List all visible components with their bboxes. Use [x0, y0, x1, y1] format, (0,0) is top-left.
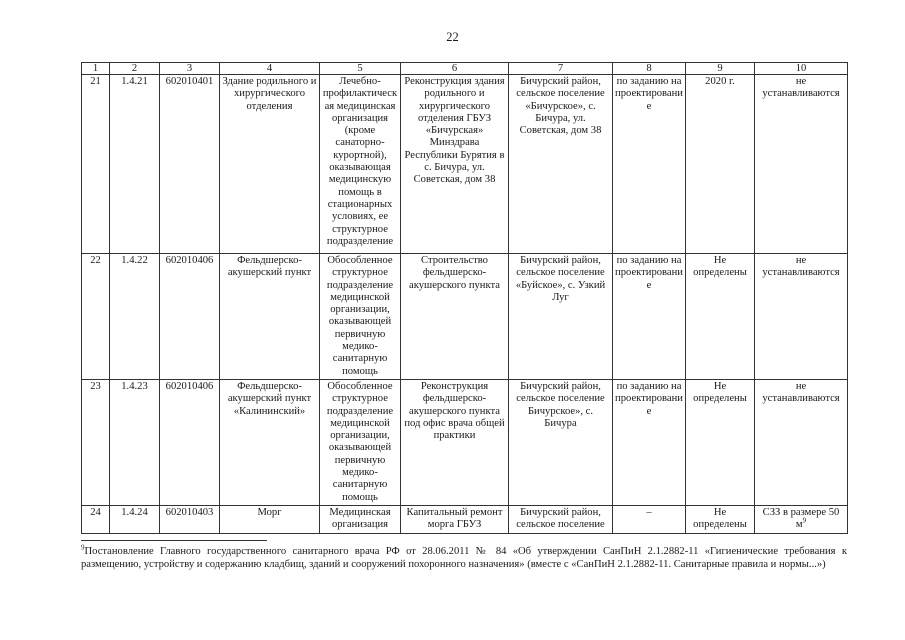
cell-location: Бичурский район, сельское поселение «Бичурское», с. Бичура, ул. Советская, дом 38 — [509, 75, 613, 254]
cell-action: Реконструкция фельдшерско-акушерского пункта под офис врача общей практики — [401, 379, 509, 505]
cell-characteristics: – — [613, 505, 686, 533]
footnote-mark: 9 — [81, 543, 85, 552]
column-header: 2 — [110, 63, 160, 75]
cell-number: 23 — [82, 379, 110, 505]
cell-code: 602010401 — [160, 75, 220, 254]
column-header: 3 — [160, 63, 220, 75]
cell-zones — [755, 505, 848, 533]
column-header: 5 — [320, 63, 401, 75]
cell-object-name: Здание родильного и хирургического отделения — [220, 75, 320, 254]
cell-purpose: Лечебно-профилактическая медицинская организация (кроме санаторно-курортной), оказывающая медицинскую помощь в стационарных условиях, ее структурное подразделение — [320, 75, 401, 254]
cell-number: 22 — [82, 254, 110, 380]
footnote-text: Постановление Главного государственного санитарного врача РФ от 28.06.2011 № 84 «Об утверждении СанПиН 2.1.2882-11 «Гигиенические требования к размещению, устройству и содержанию кладбищ, зданий и сооружений похоронного назначения» (вместе с «СанПиН 2.1.2882-11. Санитарные правила и нормы...») — [81, 546, 847, 570]
cell-deadline: Не определены — [686, 379, 755, 505]
cell-zones: не устанавливаются — [755, 254, 848, 380]
cell-code: 602010403 — [160, 505, 220, 533]
cell-characteristics: по заданию на проектирование — [613, 379, 686, 505]
cell-index: 1.4.22 — [110, 254, 160, 380]
column-header: 1 — [82, 63, 110, 75]
cell-location: Бичурский район, сельское поселение «Буйское», с. Узкий Луг — [509, 254, 613, 380]
objects-table — [81, 62, 848, 534]
footnote-divider — [81, 540, 267, 541]
cell-object-name: Фельдшерско-акушерский пункт — [220, 254, 320, 380]
column-header: 6 — [401, 63, 509, 75]
column-header: 8 — [613, 63, 686, 75]
cell-index: 1.4.23 — [110, 379, 160, 505]
cell-number: 21 — [82, 75, 110, 254]
cell-purpose: Обособленное структурное подразделение медицинской организации, оказывающей первичную медико-санитарную помощь — [320, 254, 401, 380]
zone-size-text: СЗЗ в размере 50 м — [762, 506, 840, 531]
cell-characteristics: по заданию на проектирование — [613, 75, 686, 254]
cell-location: Бичурский район, сельское поселение — [509, 505, 613, 533]
cell-purpose: Обособленное структурное подразделение медицинской организации, оказывающей первичную медико-санитарную помощь — [320, 379, 401, 505]
cell-zones: не устанавливаются — [755, 75, 848, 254]
cell-action: Капитальный ремонт морга ГБУЗ — [401, 505, 509, 533]
cell-code: 602010406 — [160, 379, 220, 505]
footnote — [81, 545, 847, 571]
cell-action: Реконструкция здания родильного и хирургического отделения ГБУЗ «Бичурская» Минздрава Республики Бурятия в с. Бичура, ул. Советская, дом 38 — [401, 75, 509, 254]
table-row — [82, 379, 848, 505]
cell-deadline: Не определены — [686, 505, 755, 533]
table-row — [82, 254, 848, 380]
cell-characteristics: по заданию на проектирование — [613, 254, 686, 380]
cell-action: Строительство фельдшерско-акушерского пункта — [401, 254, 509, 380]
page-number: 22 — [446, 30, 459, 44]
cell-location: Бичурский район, сельское поселение Бичурское», с. Бичура — [509, 379, 613, 505]
column-header: 4 — [220, 63, 320, 75]
column-header: 9 — [686, 63, 755, 75]
cell-index: 1.4.24 — [110, 505, 160, 533]
cell-purpose: Медицинская организация — [320, 505, 401, 533]
table-header-row — [82, 63, 848, 75]
cell-deadline: 2020 г. — [686, 75, 755, 254]
table-row — [82, 75, 848, 254]
footnote-ref: 9 — [802, 516, 807, 525]
cell-index: 1.4.21 — [110, 75, 160, 254]
cell-deadline: Не определены — [686, 254, 755, 380]
cell-zones: не устанавливаются — [755, 379, 848, 505]
cell-object-name: Морг — [220, 505, 320, 533]
column-header: 7 — [509, 63, 613, 75]
cell-number: 24 — [82, 505, 110, 533]
cell-code: 602010406 — [160, 254, 220, 380]
column-header: 10 — [755, 63, 848, 75]
table-row — [82, 505, 848, 533]
cell-object-name: Фельдшерско-акушерский пункт «Калининский» — [220, 379, 320, 505]
